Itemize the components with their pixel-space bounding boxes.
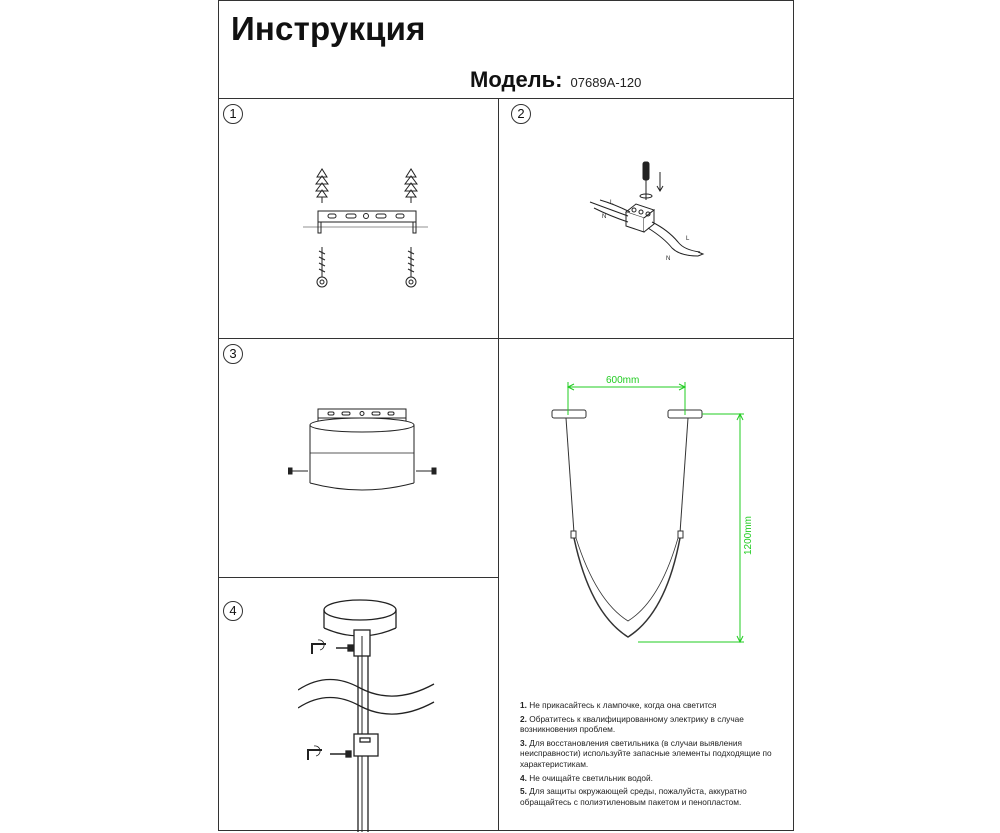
- page-title: Инструкция: [231, 10, 426, 47]
- header-divider: [218, 98, 794, 99]
- side-screw-left: [288, 468, 308, 474]
- wire-label-n-bottom: N: [666, 256, 671, 262]
- model-line: [470, 67, 641, 93]
- step-number-4: 4: [223, 601, 243, 621]
- safety-notes-list: [520, 700, 782, 810]
- wire-label-n-top: N: [602, 214, 607, 220]
- row-divider-2-left: [218, 577, 498, 578]
- note-item: 1. Не прикасайтесь к лампочке, когда она светится: [520, 700, 717, 710]
- width-dimension-label: 600mm: [606, 375, 640, 386]
- step-number-1: 1: [223, 104, 243, 124]
- wall-anchor-left: [316, 169, 328, 203]
- dimension-illustration: [538, 365, 778, 655]
- wire-label-l-top: L: [610, 200, 614, 206]
- wiring-illustration: [588, 160, 708, 265]
- screw-right: [406, 247, 416, 287]
- step-number-3: 3: [223, 344, 243, 364]
- screw-left: [317, 247, 327, 287]
- step-number-2: 2: [511, 104, 531, 124]
- wire-label-l-bottom: L: [686, 236, 690, 242]
- canopy-left: [552, 410, 586, 418]
- fixture-attach-illustration: [288, 405, 438, 500]
- bracket-mounting-illustration: [298, 165, 438, 295]
- column-divider: [498, 98, 499, 831]
- row-divider-1: [218, 338, 794, 339]
- note-item: 3. Для восстановления светильника (в случаи выявления неисправности) используйте запасные элементы подходящие по характеристикам.: [520, 737, 772, 769]
- note-item: 2. Обратитесь к квалифицированному электрику в случае возникновения проблем.: [520, 713, 744, 735]
- model-label: Модель:: [470, 67, 563, 92]
- note-item: 5. Для защиты окружающей среды, пожалуйста, аккуратно обращайтесь с полиэтиленовым пакетом и пенопластом.: [520, 786, 747, 807]
- instruction-sheet: [218, 0, 794, 833]
- wall-anchor-right: [405, 169, 417, 203]
- cable-adjust-illustration: [298, 592, 438, 832]
- model-value: 07689A-120: [570, 75, 642, 90]
- height-dimension-label: 1200mm: [743, 516, 754, 555]
- side-screw-right: [416, 468, 436, 474]
- note-item: 4. Не очищайте светильник водой.: [520, 772, 653, 783]
